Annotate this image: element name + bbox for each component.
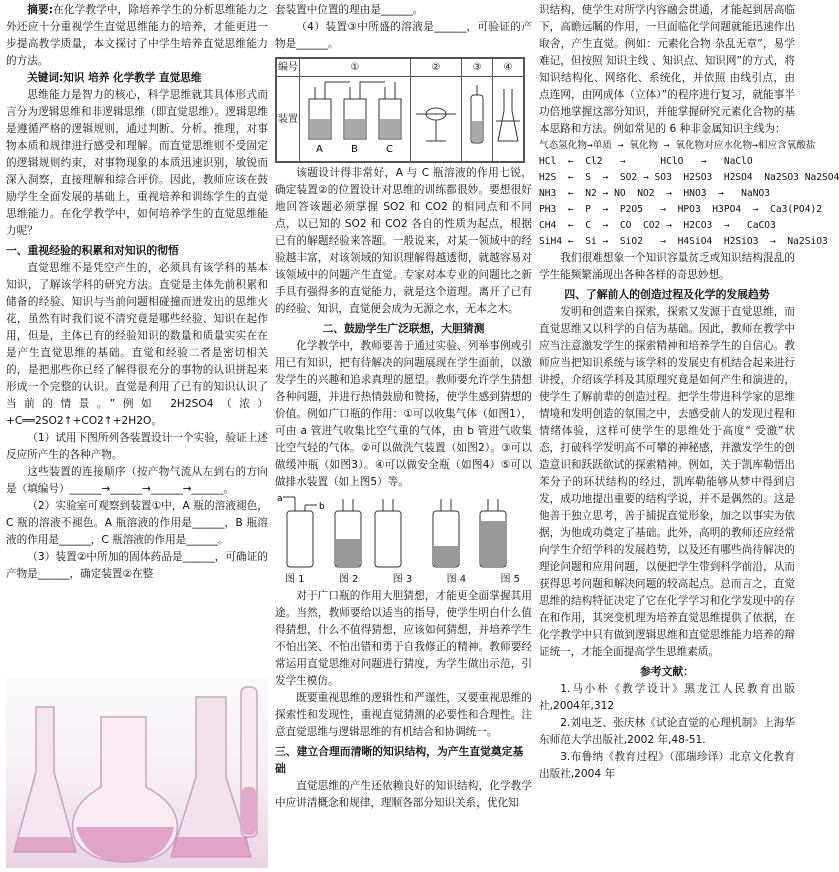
abstract-label: 摘要: [27,4,53,16]
apparatus-header-2: ② [411,59,462,77]
paragraph-1: 思维能力是智力的核心，科学思维就其具体形式而言分为逻辑思维和非逻辑思维（即直觉思维）。逻辑思维是遵循严格的逻辑规则，通过判断、分析、推理，对事物本质和规律进行感受和理解。而直觉思维则不受固定的逻辑规则约束，对事物现象的本质迅速识别，敏锐而深入洞察，直接理解和综合评价。因此，教师应该在鼓励学生全面发展的基础上，重视培养和训练学生的直觉思维能力。在化学教学中，如何培养学生的直觉思维能力呢？ [6,89,268,237]
apparatus-2 [411,77,462,162]
column-right [539,2,839,783]
figure-label-5: 图 5 [500,574,520,585]
figure-label-4: 图 4 [446,574,467,585]
chem-row-s: H2S ← S → SO2 → SO3 H2SO3 H2SO4 Na2SO3 Na2SO4 [539,172,839,183]
references-list [539,681,795,783]
wide-mouth-bottle-figures [275,491,532,588]
section-heading-3: 三、建立合理而清晰的知识结构，为产生直觉奠定基础 [275,745,524,775]
question-3-continued: 套装置中位置的理由是______。 [275,4,424,16]
chem-row-cl: HCl ← Cl2 → HClO → NaClO [539,156,753,167]
chain-header: 气态氢化物→单质 → 氧化物 → 氧化物对应水化物→相应含氧酸盐 [539,140,816,151]
apparatus-header-3: ③ [462,59,493,77]
tube-label-b: b [319,502,325,512]
chem-row-si: SiH4 ← Si → SiO2 → H4SiO4 H2SiO3 → Na2SiO3 [539,236,828,247]
apparatus-row-label: 装置 [277,77,300,162]
bottle-label-a: A [316,144,323,155]
apparatus-header-1: ① [300,59,411,77]
tube-label-a: a [277,494,283,504]
paragraph-10: 发明和创造来自探索，探索又发源于直觉思维，而直觉思维又以科学的自信为基础。因此，教师在教学中应当注意激发学生的探索精神和培养学生的自信心。教师应当把知识系统与该学科的发展史有机结合起来进行讲授，介绍该学科及其原理究竟是如何产生和演进的，使学生了解前辈的创造过程。把学生带进科学家的思维情境和发明创造的氛围之中，去感受前人的发现过程和情绪体验，这样可使学生的思维处于高度“ 受激”状态，打破科学发明高不可攀的神秘感，并激发学生的创造意识和跃跃欲试的探索精神。例如，关于凯库勒悟出苯分子的环状结构的经过，凯库勒能够从梦中得到启发，成功地提出重要的结构学说，并不是偶然的。这是他善于独立思考，善于捕捉直觉形象，加之以事实为依据，为他成功奠定了基础。此外，高明的教师还应经常向学生介绍学科的发展趋势，以及还有哪些尚待解决的理论问题和应用问题，以便把学生带到科学前沿，从而获得思考问题和解决问题的较高起点。总而言之，直觉思维的结构特征决定了它在化学学习和化学发现中的存在和作用，其突变机理为培养直觉思维提供了依据，在化学教学中只有做到逻辑思维和直觉思维能力培养的辩证统一，才能全面提高学生思维素质。 [539,306,795,658]
figure-label-2: 图 2 [338,574,359,585]
apparatus-4 [493,77,524,162]
section-heading-4: 四、了解前人的创造过程及化学的发展趋势 [564,288,770,301]
section-heading-2: 二、鼓励学生广泛联想，大胆猜测 [322,322,485,335]
flask-drawing [494,81,522,151]
paragraph-5: 对于广口瓶的作用大胆猜想，才能更全面掌握其用途。当然，教师要给以适当的指导，使学生明白什么值得猜想，什么不值得猜想，应该如何猜想，并培养学生不怕出笑、不怕出错和勇于自我修正的精神。教师要经常运用直觉思维对问题进行猜度，为学生做出示范，引发学生模仿。 [275,590,532,687]
paragraph-7: 直觉思维的产生还依赖良好的知识结构，化学教学中应讲清概念和规律，理顺各部分知识关系，优化知 [275,780,532,809]
bottle-label-c: C [386,144,393,155]
question-2: （2）实验室可观察到装置①中，A 瓶的溶液褪色，C 瓶的溶液不褪色。A 瓶溶液的作用是______，B 瓶溶液的作用是______，C 瓶溶液的作用是______。 [6,500,268,546]
paragraph-4: 化学教学中，教师要善于通过实验、列举事例或引用已有知识，把有待解决的问题展现在学生面前，以激发学生的兴趣和追求真理的愿望。教师要允许学生猜想各种问题，并进行热情鼓励和赞扬，使学生感到猜想的价值。例如广口瓶的作用：①可以收集气体（如图1），可由 a 管进气收集比空气重的气体，由 b 管进气收集比空气轻的气体。②可以做洗气装置（如图2）。③可以做缓冲瓶（如图3）。④可以做安全瓶（如图4）⑤可以做排水装置（如上图5）等。 [275,340,532,488]
paragraph-8: 识结构，使学生对所学内容融会贯通，才能起到居高临下，高瞻远瞩的作用，一旦面临化学问题就能迅速作出取舍，产生直觉。例如：元素化合物 杂乱无章”，易学难记，但按照 知识主线 、知识点、知识网”的方式，将知识结构化、网络化、系统化，并依照 由线引点，由点连网，由网成体（立体）”的程序进行复习，就能事半功倍地掌握这部分知识，并能掌握研究元素化合物的基本思路和方法。例如常见的 6 种非金属知识主线为： [539,4,795,135]
flask-illustration [6,677,268,868]
flask-photo [6,677,268,868]
column-left [6,2,268,583]
three-bottles-drawing [301,77,409,155]
apparatus-header-number: 编号 [277,59,300,77]
keywords-text: 知识 培养 化学教学 直觉思维 [63,72,202,84]
chem-row-n: NH3 ← N2 → NO NO2 → HNO3 → NaNO3 [539,188,771,199]
reference-item: 3.布鲁纳《教育过程》（邵瑞珍译）北京文化教育出版社,2004 年 [539,751,795,780]
paragraph-3: 该题设计得非常好，A 与 C 瓶溶液的作用七锐，确定装置②的位置设计对思维的训练都很妙。要想很好地回答该题必须掌握 SO2 和 CO2 的相同点和不同点，以已知的 SO2 和 CO2 各自的性质为起点，根据已有的解题经验来答题。一般说来，对某一领域中的经验越丰富，对该领域的知识理解得越透彻，就越容易对该领域中的问题产生直觉。专家对本专业的问题比之新手具有强得多的直觉能力，就是这个道理。离开了已有的经验、知识，直觉便会成为无源之水，无本之木。 [275,167,532,315]
nonmetal-knowledge-chain [539,138,839,250]
section-heading-1: 一、重视经验的积累和对知识的彻悟 [6,244,179,257]
chem-row-p: PH3 ← P → P2O5 → HPO3 H3PO4 → Ca3(PO4)2 [539,204,823,215]
paragraph-9: 我们很难想象一个知识容量贫乏或知识结构混乱的学生能频繁涌现出各种各样的奇思妙想。 [539,252,795,281]
column-middle [275,2,532,812]
apparatus-header-4: ④ [493,59,524,77]
paragraph-2: 直觉思维不是凭空产生的，必须具有该学科的基本知识，了解该学科的研究方法。直觉是主体先前积累和储备的经验、知识与当前问题相碰撞而迸发出的思维火花，虽然有时我们说不清究竟是哪些经验、知识在起作用，但是，主体已有的经验知识的数量和质量实实在在是产生直觉思维的基础。直觉和经验二者是密切相关的，是把那些你已经了解得很充分的事物的认识拼起来形成一个完整的认识。直觉是利用了已有的知识认识了当前的情景。”例如 2H2SO4（浓）+C══2SO2↑+CO2↑+2H2O。 [6,262,268,427]
abstract-text: 在化学教学中，除培养学生的分析思维能力之外还应十分重视学生直觉思维能力的培养，才能更进一步提高教学质量，本文探讨了中学生培养直觉思维能力的方法。 [6,4,268,67]
figure-label-3: 图 3 [392,574,413,585]
question-1b: 这些装置的连接顺序（按产物气流从左到右的方向是（填编号）______→______→______→______。 [6,466,268,495]
apparatus-3 [462,77,493,162]
bottle-label-b: B [351,144,358,155]
paragraph-6: 既要重视思维的逻辑性和严谨性，又要重视思维的探索性和发现性，重视直觉猜测的必要性和合理性。注意直觉思维与逻辑思维的有机结合和协调统一。 [275,692,532,738]
tube-drawing [463,81,491,151]
references-title: 参考文献： [640,665,694,678]
bottles-figure [275,491,525,571]
figure-label-1: 图 1 [285,574,305,585]
question-1: （1）试用下图所列各装置设计一个实验，验证上述反应所产生的各种产物。 [6,432,268,461]
keywords-label: 关键词: [27,72,64,84]
apparatus-table [275,57,525,163]
reference-item: 2.刘电芝、张庆林《试论直觉的心理机制》上海华东师范大学出版社,2002 年,48-51. [539,717,795,746]
question-3: （3）装置②中所加的固体药品是______，可确证的产物是______，确定装置②在整 [6,551,268,580]
chem-row-c: CH4 ← C → CO CO2 → H2CO3 → CaCO3 [539,220,776,231]
question-4: （4）装置③中所盛的溶液是______，可验证的产物是______。 [275,21,532,50]
apparatus-1 [300,77,411,162]
reference-item: 1.马小朴《教学设计》黑龙江人民教育出版社,2004年,312 [539,683,795,712]
drying-tube-drawing [412,86,460,146]
